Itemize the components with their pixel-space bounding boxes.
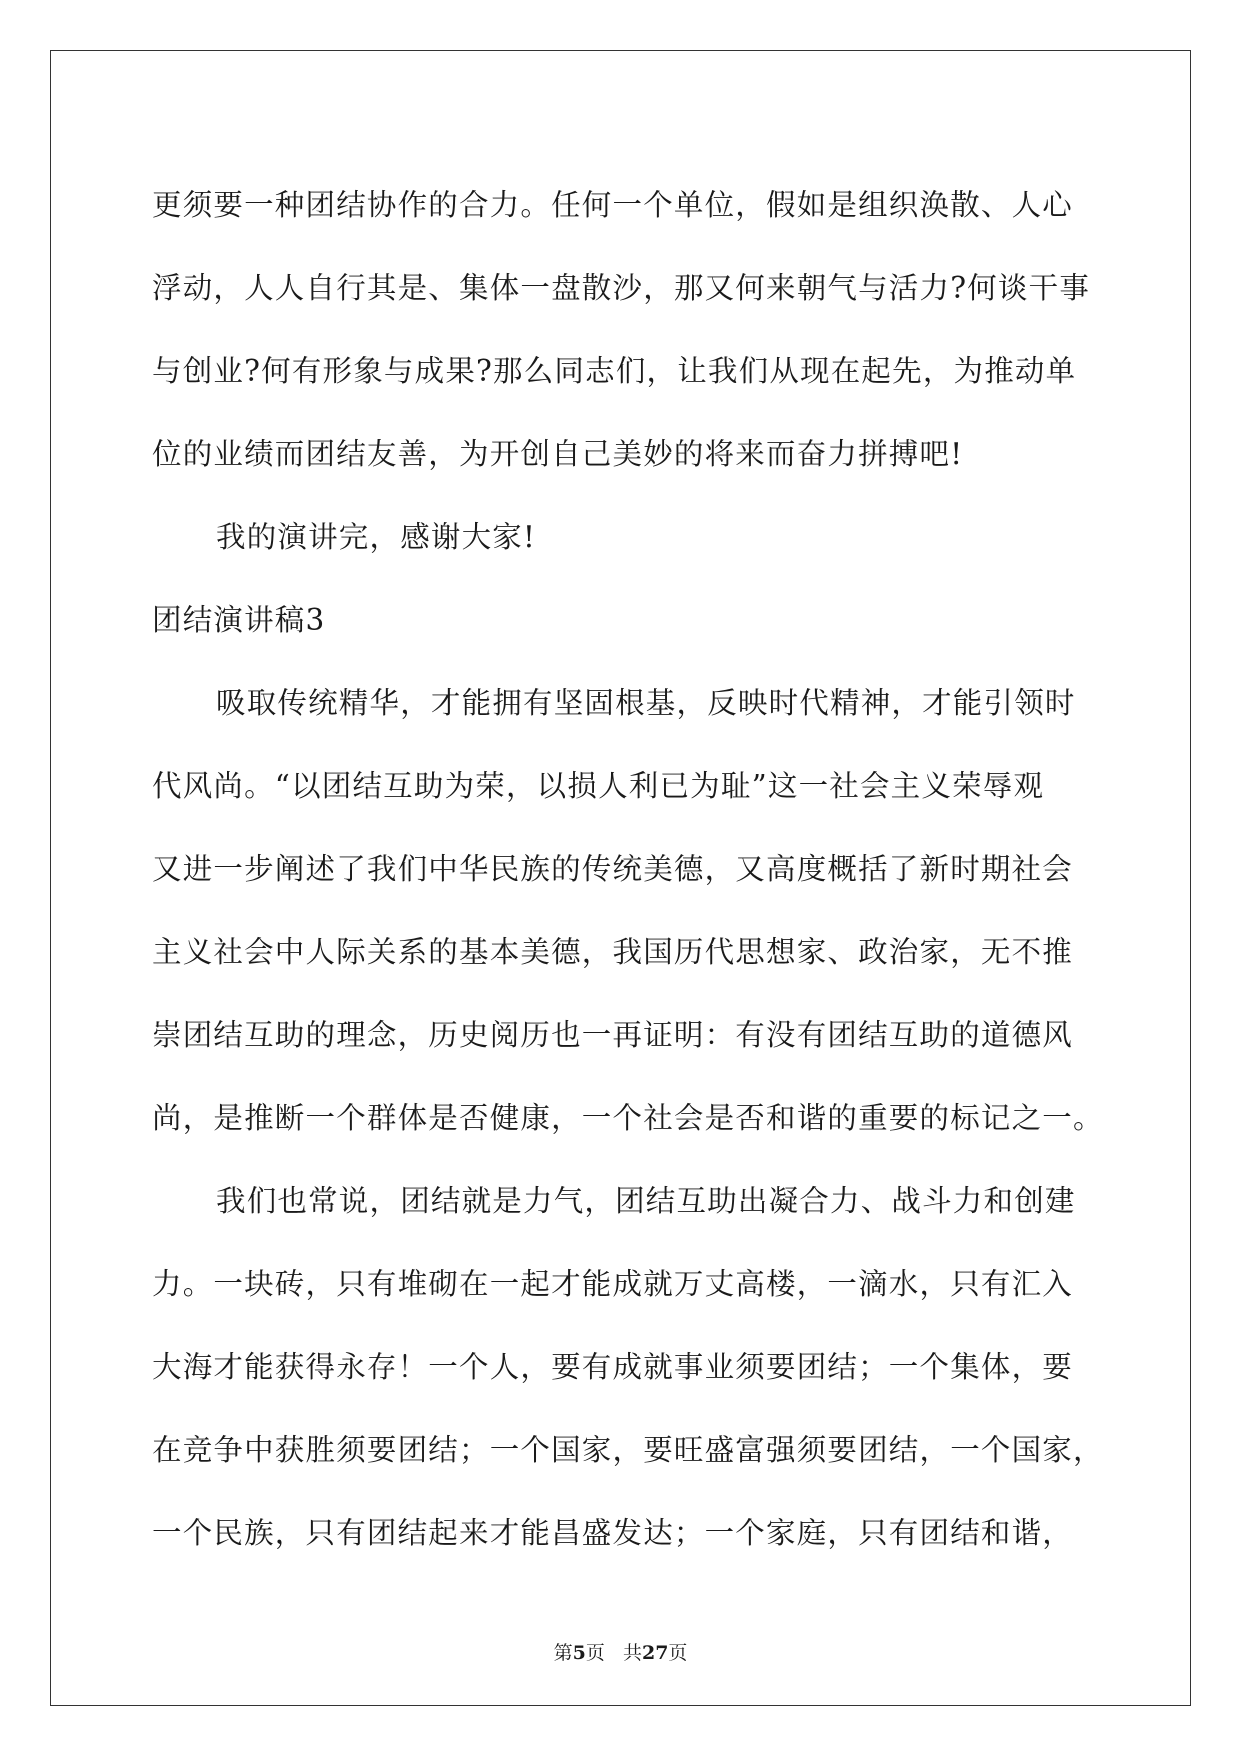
text-line: 大海才能获得永存！一个人，要有成就事业须要团结；一个集体，要 <box>152 1350 1074 1384</box>
footer-total-suffix: 页 <box>668 1642 688 1664</box>
text-line: 浮动，人人自行其是、集体一盘散沙，那又何来朝气与活力?何谈干事 <box>152 271 1091 305</box>
footer-total-pages: 27 <box>641 1642 669 1664</box>
text-line: 我的演讲完，感谢大家! <box>216 520 537 554</box>
text-line: 吸取传统精华，才能拥有坚固根基，反映时代精神，才能引领时 <box>216 686 1076 720</box>
text-line: 崇团结互助的理念，历史阅历也一再证明：有没有团结互助的道德风 <box>152 1018 1074 1052</box>
text-line: 团结演讲稿3 <box>152 603 326 637</box>
text-line: 位的业绩而团结友善，为开创自己美妙的将来而奋力拼搏吧! <box>152 437 964 471</box>
text-line: 主义社会中人际关系的基本美德，我国历代思想家、政治家，无不推 <box>152 935 1074 969</box>
footer-current-page: 5 <box>572 1642 586 1664</box>
text-line: 一个民族，只有团结起来才能昌盛发达；一个家庭，只有团结和谐， <box>152 1516 1074 1550</box>
text-line: 又进一步阐述了我们中华民族的传统美德，又高度概括了新时期社会 <box>152 852 1074 886</box>
text-line: 代风尚。“以团结互助为荣，以损人利已为耻”这一社会主义荣辱观 <box>152 769 1045 803</box>
text-line: 尚，是推断一个群体是否健康，一个社会是否和谐的重要的标记之一。 <box>152 1101 1104 1135</box>
text-line: 力。一块砖，只有堆砌在一起才能成就万丈高楼，一滴水，只有汇入 <box>152 1267 1074 1301</box>
text-line: 更须要一种团结协作的合力。任何一个单位，假如是组织涣散、人心 <box>152 188 1074 222</box>
footer-prefix: 第 <box>553 1642 573 1664</box>
page-footer <box>0 1638 1241 1665</box>
footer-page-word: 页 <box>585 1642 605 1664</box>
text-line: 在竞争中获胜须要团结；一个国家，要旺盛富强须要团结，一个国家， <box>152 1433 1104 1467</box>
footer-total-prefix: 共 <box>622 1642 642 1664</box>
document-body <box>152 164 1104 1575</box>
text-line: 我们也常说，团结就是力气，团结互助出凝合力、战斗力和创建 <box>216 1184 1076 1218</box>
text-line: 与创业?何有形象与成果?那么同志们，让我们从现在起先，为推动单 <box>152 354 1077 388</box>
